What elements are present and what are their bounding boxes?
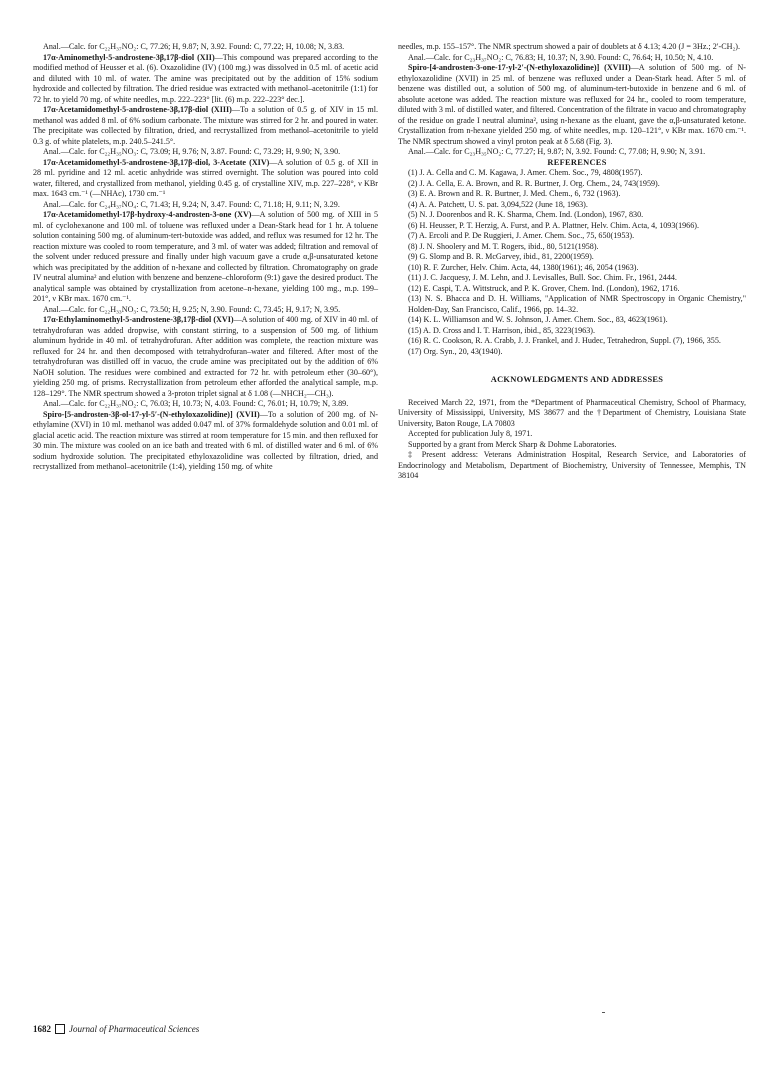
paragraph-text: Anal.—Calc. for C₂₂H₃₇NO₂: C, 76.03; H, 10.73; N, 4.03. Found: C, 76.01; H, 10.79; N, 3.89. [43, 399, 349, 408]
acknowledgment-line: Supported by a grant from Merck Sharp & Dohme Laboratories. [408, 439, 617, 449]
compound-title: Spiro-[5-androsten-3β-ol-17-yl-5′-(N-ethyloxazolidine)] (XVII) [43, 409, 260, 419]
left-paragraph [33, 399, 378, 410]
right-paragraph [398, 53, 746, 64]
left-paragraph [33, 147, 378, 158]
reference-item: (8) J. N. Shoolery and M. T. Rogers, ibid., 80, 5121(1958). [408, 241, 599, 251]
paragraph-text: —A solution of 400 mg. of XIV in 40 ml. of tetrahydrofuran was added dropwise, with constant stirring, to a suspension of 500 mg. of lithium aluminum hydride in 40 ml. of tetrahydrofuran. After addition was complete, the reaction mixture was refluxed for 24 hr. and then decomposed with tetrahydrofuran–water and filtered. After most of the tetrahydrofuran was distilled off in vacuo, the crude amine was precipitated out by the addition of 6% NaOH solution. The residues were combined and extracted for 72 hr. with petroleum ether (30–60°), yielding 250 mg. of prisms. Recrystallization from petroleum ether afforded the analytical sample, m.p. 128–129°. The NMR spectrum showed a 3-proton triplet signal at δ 1.08 (—NHCH₂—CH₃). [33, 315, 378, 398]
reference-item: (9) G. Slomp and B. R. McGarvey, ibid., 81, 2200(1959). [408, 252, 594, 261]
reference-item: (10) R. F. Zurcher, Helv. Chim. Acta, 44, 1380(1961); 46, 2054 (1963). [408, 262, 639, 272]
paragraph-text: Anal.—Calc. for C₂₂H₃₅NO₃: C, 73.09; H, 9.76; N, 3.87. Found: C, 73.29; H, 9.90; N, 3.90. [43, 147, 341, 156]
box-glyph-icon [55, 1024, 65, 1034]
compound-title: Spiro-[4-androsten-3-one-17-yl-2′-(N-ethyloxazolidine)] (XVIII) [408, 63, 631, 72]
left-paragraph [33, 53, 378, 106]
print-speck [602, 1012, 605, 1013]
reference-item: (15) A. D. Cross and I. T. Harrison, ibid., 85, 3223(1963). [408, 325, 595, 335]
right-column [398, 42, 746, 482]
left-paragraph [33, 158, 378, 200]
paragraph-text: Anal.—Calc. for C₂₂H₃₃NO₃: C, 73.50; H, 9.25; N, 3.90. Found: C, 73.45; H, 9.17; N, 3.95. [43, 304, 341, 314]
compound-title: 17α-Acetamidomethyl-5-androstene-3β,17β-diol, 3-Acetate (XIV) [43, 157, 270, 167]
acknowledgment-line: Accepted for publication July 8, 1971. [408, 429, 533, 438]
reference-item: (12) E. Caspi, T. A. Wittstruck, and P. K. Grover, Chem. Ind. (London), 1962, 1716. [408, 283, 680, 293]
reference-item: (11) J. C. Jacquesy, J. M. Lehn, and J. Levisalles, Bull. Soc. Chim. Fr., 1961, 2444. [408, 273, 677, 282]
reference-item: (7) A. Ercoli and P. De Ruggieri, J. Amer. Chem. Soc., 75, 650(1953). [408, 231, 635, 240]
acknowledgments-section [398, 375, 746, 482]
page-footer [33, 1024, 199, 1034]
paragraph-text: —To a solution of 0.5 g. of XIV in 15 ml. methanol was added 8 ml. of 6% sodium carbonate. The mixture was stirred for 2 hr. and poured in water. The precipitate was collected by filtration, dried, and recrystallized from methanol–acetonitrile to yield 0.3 g. of white platelets, m.p. 240.5–241.5°. [33, 105, 378, 146]
left-paragraph [33, 410, 378, 473]
reference-item: (4) A. A. Patchett, U. S. pat. 3,094,522 (June 18, 1963). [408, 199, 588, 209]
right-paragraph [398, 147, 746, 158]
journal-name: Journal of Pharmaceutical Sciences [69, 1024, 200, 1034]
paragraph-text: Anal.—Calc. for C₂₃H₃₅NO₂: C, 77.27; H, 9.87; N, 3.92. Found: C, 77.08; H, 9.90; N, 3.91. [408, 147, 706, 156]
reference-item: (6) H. Heusser, P. T. Herzig, A. Furst, and P. A. Plattner, Helv. Chim. Acta, 4, 1093(1966). [408, 220, 699, 230]
paragraph-text: —A solution of 500 mg. of N-ethyloxazolidine (XVII) in 25 ml. of benzene was refluxed under a Dean-Stark head. After 5 ml. of benzene was distilled out, a solution of 500 mg. of aluminum-tert-butoxide in benzene and 6 ml. of absolute acetone was added. The reaction mixture was refluxed for 24 hr., cooled to room temperature, diluted with 3 ml. of distilled water, and filtered. Concentration of the filtrate in vacuo and chromatography of the residue on grade I neutral alumina², using n-hexane as the eluant, gave the α,β-unsaturated ketone. Crystallization from n-hexane yielded 250 mg. of white needles, m.p. 120–121°, ν KBr max. 1670 cm.⁻¹. The NMR spectrum showed a vinyl proton peak at δ 5.68 (Fig. 3). [398, 63, 746, 146]
left-paragraph [33, 315, 378, 399]
paragraph-text: Anal.—Calc. for C₂₂H₃₇NO₂: C, 77.26; H, 9.87; N, 3.92. Found: C, 77.22; H, 10.08; N, 3.83. [43, 42, 345, 51]
acknowledgments-heading: ACKNOWLEDGMENTS AND ADDRESSES [490, 375, 664, 384]
reference-item: (16) R. C. Cookson, R. A. Crabb, J. J. Frankel, and J. Hudec, Tetrahedron, Suppl. (7), 1966, 355. [408, 336, 721, 345]
reference-item: (5) N. J. Doorenbos and R. K. Sharma, Chem. Ind. (London), 1967, 830. [408, 210, 644, 219]
paragraph-text: needles, m.p. 155–157°. The NMR spectrum showed a pair of doublets at δ 4.13; 4.20 (J = 3Hz.; 2′-CH₂). [398, 42, 741, 51]
page-number: 1682 [33, 1024, 51, 1034]
right-paragraph [398, 63, 746, 147]
paragraph-text: —A solution of 0.5 g. of XII in 28 ml. pyridine and 12 ml. acetic anhydride was stirred overnight. The solution was poured into cold water, filtered, and crystallized from methanol, yielding 0.45 g. of crystalline XIV, m.p. 227–228°, ν KBr max. 1643 cm.⁻¹ (—NHAc), 1730 cm.⁻¹ [33, 157, 379, 198]
references-heading: REFERENCES [547, 157, 607, 167]
reference-item: (1) J. A. Cella and C. M. Kagawa, J. Amer. Chem. Soc., 79, 4808(1957). [408, 168, 643, 177]
references-list [398, 168, 746, 357]
paragraph-text: —A solution of 500 mg. of XIII in 5 ml. of cyclohexanone and 100 ml. of toluene was refluxed under a Dean-Stark head for 1 hr. A toluene solution containing 500 mg. of aluminum-tert-butoxide was added, and reflux was resumed for 12 hr. The reaction mixture was cooled to room temperature, and 3 ml. of water was added; filtration and removal of the solvent under reduced pressure and finally under high vacuum gave a crude α,β-unsaturated ketone which was precipitated by the addition of n-hexane and collected by filtration. Chromatography on grade IV neutral alumina² and elution with benzene and benzene–chloroform (9:1) gave the desired product. The analytical sample was obtained by crystallization from acetone–n-hexane, yielding 100 mg., m.p. 199–201°, ν KBr max. 1670 cm.⁻¹. [33, 210, 378, 303]
compound-title: 17α-Acetamidomethyl-17β-hydroxy-4-androsten-3-one (XV) [43, 210, 252, 219]
reference-item: (3) E. A. Brown and R. R. Burtner, J. Med. Chem., 6, 732 (1963). [408, 189, 621, 198]
acknowledgment-line: Received March 22, 1971, from the *Department of Pharmaceutical Chemistry, School of Pharmacy, University of Mississippi, University, MS 38677 and the †Department of Chemistry, Louisiana State University, Baton Rouge, LA 70803 [398, 397, 746, 428]
reference-item: (2) J. A. Cella, E. A. Brown, and R. R. Burtner, J. Org. Chem., 24, 743(1959). [408, 178, 660, 188]
left-paragraph [33, 305, 378, 316]
acknowledgments-body [398, 398, 746, 482]
left-column [33, 42, 378, 473]
right-experimental [398, 42, 746, 158]
left-paragraph [33, 105, 378, 147]
reference-item: (13) N. S. Bhacca and D. H. Williams, "Application of NMR Spectroscopy in Organic Chemistry," Holden-Day, San Francisco, Calif., 1966, pp. 14–32. [408, 294, 746, 314]
compound-title: 17α-Aminomethyl-5-androstene-3β,17β-diol (XII) [43, 52, 215, 62]
reference-item: (17) Org. Syn., 20, 43(1940). [408, 346, 503, 356]
right-paragraph [398, 42, 746, 53]
compound-title: 17α-Acetamidomethyl-5-androstene-3β,17β-diol (XIII) [43, 105, 232, 114]
compound-title: 17α-Ethylaminomethyl-5-androstene-3β,17β-diol (XVI) [43, 315, 234, 324]
acknowledgment-line: ‡ Present address: Veterans Administration Hospital, Research Service, and Laboratories of Endocrinology and Metabolism, Department of Biochemistry, University of Tennessee, Memphis, TN 38104 [398, 450, 746, 480]
left-paragraph [33, 200, 378, 211]
paragraph-text: —To a solution of 200 mg. of N-ethylamine (XVI) in 10 ml. methanol was added 0.047 ml. of 37% formaldehyde solution and 0.01 ml. of glacial acetic acid. The reaction mixture was stirred at room temperature for 15 min. and then refluxed for 30 min. The mixture was cooled on an ice bath and treated with 6 ml. of distilled water and 6 ml. of 6% sodium hydroxide solution. The precipitated ethyloxazolidine was collected by filtration, dried, and recrystallized from methanol–acetonitrile (1:4), yielding 150 mg. of white [33, 409, 378, 471]
paragraph-text: Anal.—Calc. for C₂₃H₃₇NO₂: C, 76.83; H, 10.37; N, 3.90. Found: C, 76.64; H, 10.50; N, 4.10. [408, 52, 714, 62]
left-paragraph [33, 210, 378, 305]
paragraph-text: —This compound was prepared according to the modified method of Heusser et al. (6). Oxazolidine (IV) (100 mg.) was dissolved in 0.5 ml. of acetic acid and diluted with 10 ml. of water. The amine was precipitated out by the addition of 15% sodium hydroxide and collected by filtration. The dried residue was extracted with methanol–acetonitrile (1:1) for 72 hr. to yield 70 mg. of white needles, m.p. 222–223° [lit. (6) m.p. 222–223° dec.]. [33, 52, 379, 104]
paragraph-text: Anal.—Calc. for C₂₄H₃₇NO₄: C, 71.43; H, 9.24; N, 3.47. Found: C, 71.18; H, 9.11; N, 3.29. [43, 199, 340, 209]
reference-item: (14) K. L. Williamson and W. S. Johnson, J. Amer. Chem. Soc., 83, 4623(1961). [408, 315, 668, 324]
left-paragraph [33, 42, 378, 53]
